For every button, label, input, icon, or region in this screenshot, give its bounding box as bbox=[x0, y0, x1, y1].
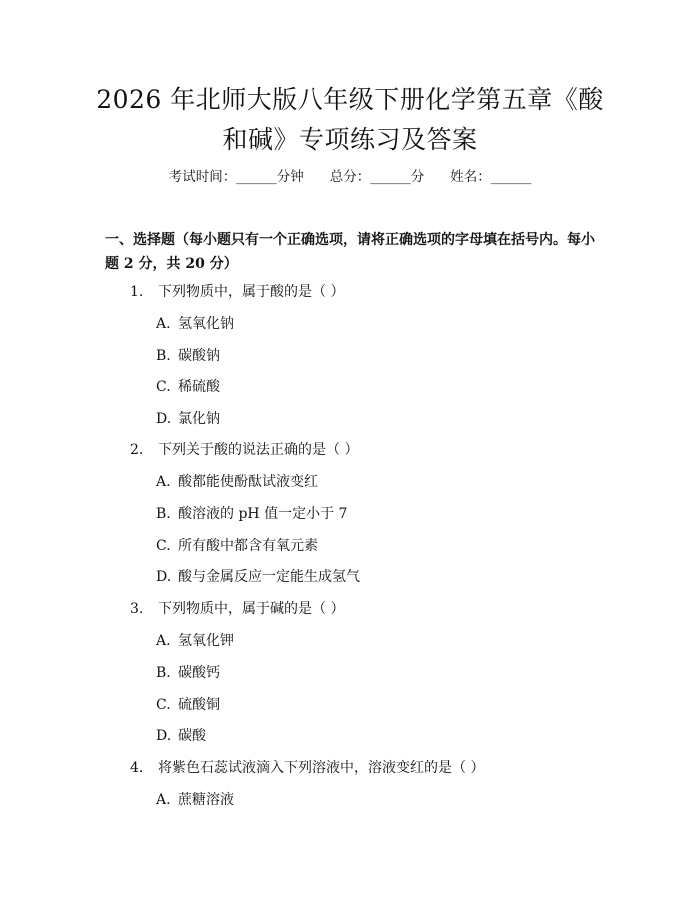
question-text: 下列关于酸的说法正确的是（ ） bbox=[158, 442, 359, 458]
student-name-field: 姓名：______ bbox=[450, 169, 532, 185]
option-text: 氢氧化钾 bbox=[178, 633, 234, 649]
question-2 bbox=[130, 440, 358, 460]
question-1-option-c bbox=[156, 377, 220, 397]
question-2-option-d bbox=[156, 567, 360, 587]
question-1-option-b bbox=[156, 346, 220, 366]
option-letter: A. bbox=[156, 316, 171, 332]
option-letter: A. bbox=[156, 792, 171, 808]
question-1-option-d bbox=[156, 409, 220, 429]
question-4-option-a bbox=[156, 790, 234, 810]
section-heading-line-1: 一、选择题（每小题只有一个正确选项，请将正确选项的字母填在括号内。每小 bbox=[105, 232, 595, 248]
option-letter: A. bbox=[156, 633, 171, 649]
question-2-option-a bbox=[156, 472, 318, 492]
option-letter: D. bbox=[156, 569, 172, 585]
question-2-option-c bbox=[156, 536, 318, 556]
document-title-line-2: 和碱》专项练习及答案 bbox=[222, 125, 478, 154]
question-1-option-a bbox=[156, 314, 234, 334]
option-letter: D. bbox=[156, 411, 172, 427]
question-text: 下列物质中，属于碱的是（ ） bbox=[158, 601, 345, 617]
option-text: 碳酸钙 bbox=[178, 665, 220, 681]
question-number: 3. bbox=[130, 601, 144, 617]
option-text: 稀硫酸 bbox=[178, 379, 220, 395]
question-3-option-d bbox=[156, 726, 206, 746]
option-letter: D. bbox=[156, 728, 172, 744]
question-number: 4. bbox=[130, 760, 144, 776]
section-heading-line-2: 题 2 分，共 20 分） bbox=[105, 256, 238, 272]
option-text: 酸溶液的 pH 值一定小于 7 bbox=[178, 506, 348, 522]
question-number: 1. bbox=[130, 284, 144, 300]
option-letter: C. bbox=[156, 379, 171, 395]
option-text: 碳酸钠 bbox=[178, 348, 220, 364]
option-text: 所有酸中都含有氧元素 bbox=[178, 538, 318, 554]
option-text: 蔗糖溶液 bbox=[178, 792, 234, 808]
option-letter: C. bbox=[156, 538, 171, 554]
option-letter: B. bbox=[156, 348, 171, 364]
option-text: 酸与金属反应一定能生成氢气 bbox=[178, 569, 360, 585]
exam-time-field: 考试时间：______分钟 bbox=[168, 169, 304, 185]
question-number: 2. bbox=[130, 442, 144, 458]
question-3 bbox=[130, 599, 344, 619]
option-letter: B. bbox=[156, 506, 171, 522]
option-text: 氢氧化钠 bbox=[178, 316, 234, 332]
option-letter: A. bbox=[156, 474, 171, 490]
option-letter: B. bbox=[156, 665, 171, 681]
question-3-option-c bbox=[156, 695, 220, 715]
question-1 bbox=[130, 282, 344, 302]
document-title-line-1: 2026 年北师大版八年级下册化学第五章《酸 bbox=[96, 85, 604, 114]
question-3-option-b bbox=[156, 663, 220, 683]
question-text: 下列物质中，属于酸的是（ ） bbox=[158, 284, 345, 300]
option-text: 酸都能使酚酞试液变红 bbox=[178, 474, 318, 490]
question-3-option-a bbox=[156, 631, 234, 651]
option-letter: C. bbox=[156, 697, 171, 713]
question-text: 将紫色石蕊试液滴入下列溶液中，溶液变红的是（ ） bbox=[158, 760, 485, 776]
option-text: 硫酸铜 bbox=[178, 697, 220, 713]
question-4 bbox=[130, 758, 484, 778]
total-score-field: 总分：______分 bbox=[329, 169, 425, 185]
question-2-option-b bbox=[156, 504, 347, 524]
option-text: 碳酸 bbox=[178, 728, 206, 744]
exam-info bbox=[0, 167, 700, 187]
option-text: 氯化钠 bbox=[178, 411, 220, 427]
